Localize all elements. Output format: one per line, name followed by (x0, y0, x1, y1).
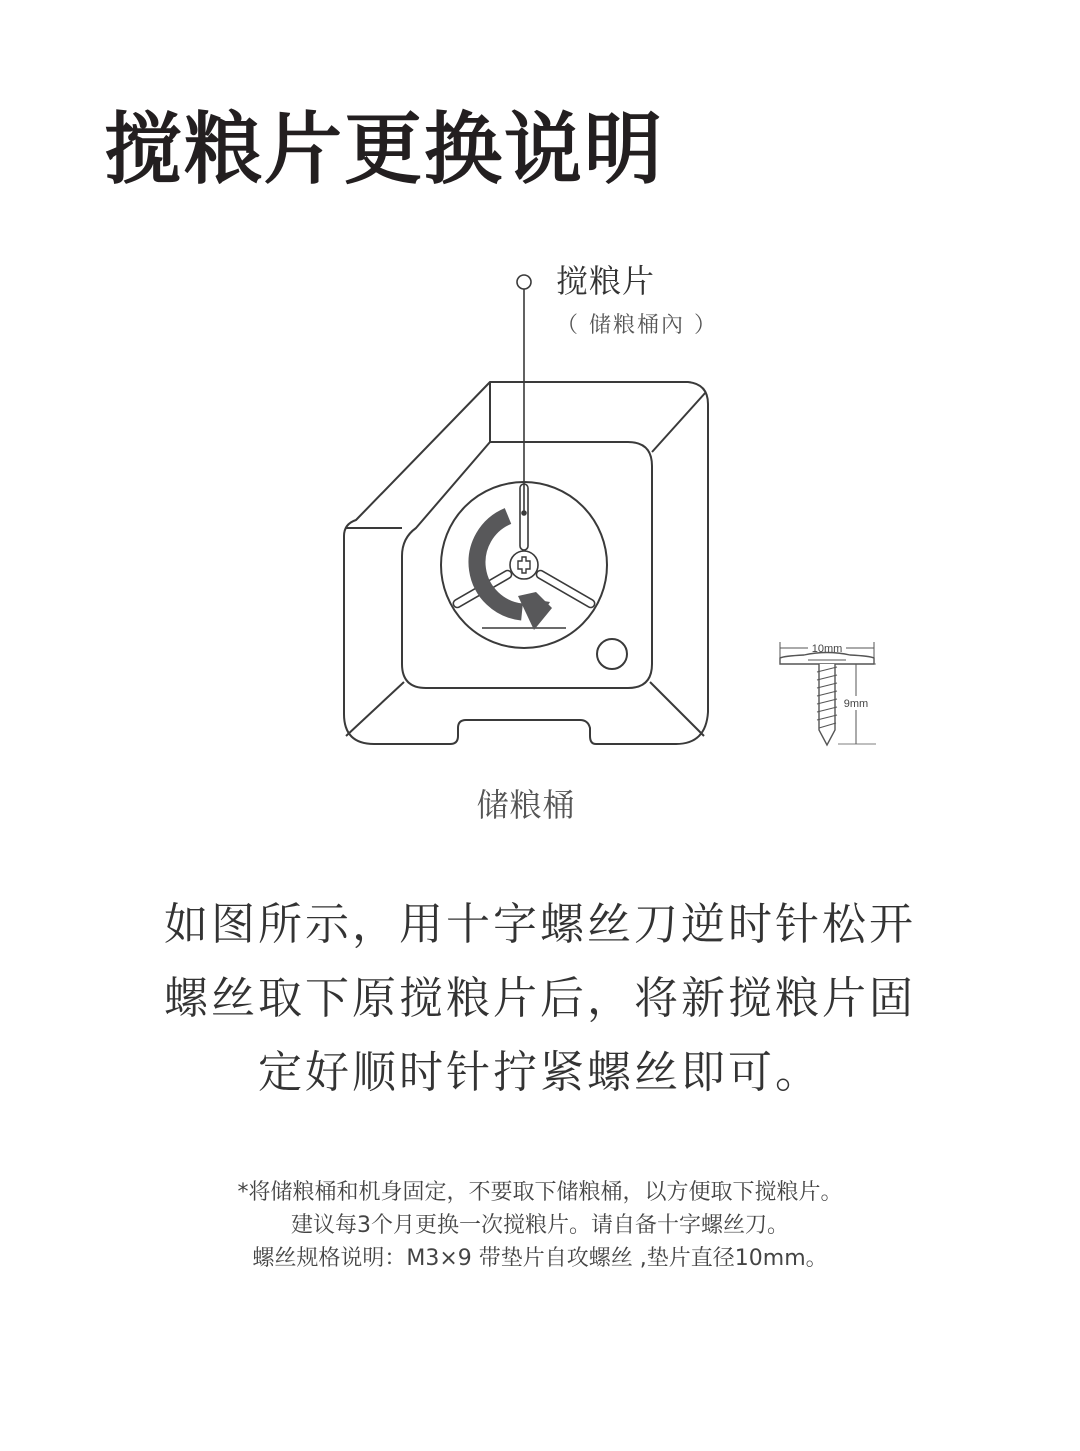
page-title: 搅粮片更换说明 (104, 105, 665, 195)
screw-length-label: 9mm (843, 698, 869, 710)
notes (100, 1176, 980, 1275)
instruction-line: 螺丝取下原搅粮片后，将新搅粮片固 (164, 973, 916, 1024)
instruction-line: 定好顺时针拧紧螺丝即可。 (258, 1047, 822, 1098)
callout-sublabel: （ 储粮桶內 ） (556, 313, 718, 338)
screw-icon (780, 642, 876, 745)
instruction-line: 如图所示，用十字螺丝刀逆时针松开 (164, 899, 916, 950)
bin-knob (597, 639, 627, 669)
note-line: 螺丝规格说明：M3×9 带垫片自攻螺丝 ,垫片直径10mm。 (252, 1246, 828, 1271)
instructions (130, 888, 950, 1110)
screw-width-label: 10mm (811, 643, 843, 655)
callout-label: 搅粮片 (556, 262, 656, 300)
bin-label: 储粮桶 (476, 786, 576, 824)
callout-leader (517, 275, 531, 516)
note-line: *将储粮桶和机身固定，不要取下储粮桶，以方便取下搅粮片。 (237, 1180, 843, 1205)
note-line: 建议每3个月更换一次搅粮片。请自备十字螺丝刀。 (291, 1213, 789, 1238)
